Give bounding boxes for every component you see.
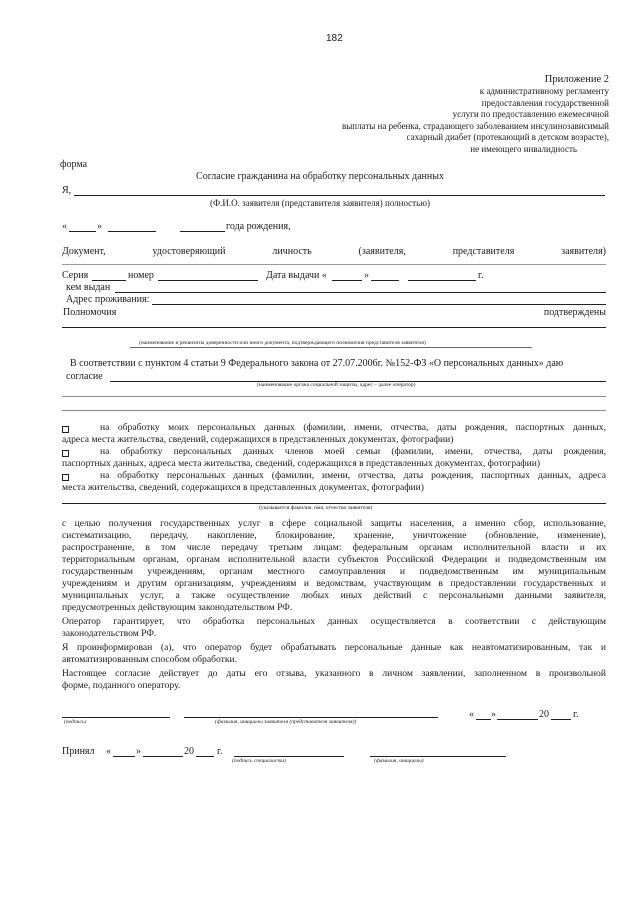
purpose-line: муниципальных услуг, а также осуществление любых иных действий с персональными данными заявителя,	[62, 590, 606, 601]
appendix-line: предоставления государственной	[481, 97, 609, 108]
sign-date-month-field[interactable]	[497, 719, 538, 720]
accepted-quote-close: »	[136, 746, 141, 757]
birth-quote-open: «	[62, 221, 67, 232]
doc-word: удостоверяющий	[152, 246, 226, 257]
sign-date-day-field[interactable]	[476, 719, 491, 720]
informed-line: Я проинформирован (а), что оператор будет обрабатывать персональные данные как неавтоматизированным, так и	[62, 642, 606, 653]
document-row	[62, 246, 606, 258]
accepted-quote-open: «	[106, 746, 111, 757]
option-1-checkbox[interactable]	[62, 426, 69, 433]
form-title: Согласие гражданина на обработку персональных данных	[196, 171, 444, 182]
doc-word: личность	[272, 246, 312, 257]
accepted-month-field[interactable]	[143, 756, 183, 757]
appendix-line: услуги по предоставлению ежемесячной	[452, 109, 609, 119]
signature-caption: (подпись)	[64, 719, 87, 725]
page-number: 182	[326, 33, 343, 44]
issue-month-field[interactable]	[371, 280, 399, 281]
issue-year-field[interactable]	[408, 280, 476, 281]
authority-caption: (наименование и реквизиты доверенности или иного документа, подтверждающего полномочия представителя заявителя)	[139, 340, 426, 346]
number-label: номер	[128, 270, 154, 281]
sign-date-year-prefix: 20	[539, 709, 549, 720]
option-3-line-1: на обработку персональных данных (фамилии, имени, отчества, даты рождения, паспортных данных, адреса	[100, 470, 606, 481]
specialist-name-caption: (фамилия, инициалы)	[374, 758, 424, 764]
birth-month-field[interactable]	[108, 231, 156, 232]
sign-date-quote-open: «	[469, 709, 474, 720]
appendix-line: выплаты на ребенка, страдающего заболеванием инсулинозависимый	[341, 120, 609, 131]
appendix-line: сахарный диабет (протекающий в детском возрасте),	[406, 132, 609, 142]
authority-field[interactable]	[62, 327, 606, 328]
purpose-line: государственным учреждениям, органам местного самоуправления и подведомственным им муниципальным	[62, 566, 606, 577]
purpose-line: с целью получения государственных услуг в сфере социальной защиты населения, а именно сбор, использование,	[62, 518, 606, 529]
accepted-label: Принял	[62, 746, 95, 757]
series-label: Серия	[62, 270, 89, 281]
appendix-line: к административному регламенту	[479, 86, 609, 96]
option-2-checkbox[interactable]	[62, 450, 69, 457]
authority-label: Полномочия	[63, 307, 117, 318]
purpose-line: распространение, в том числе передачу третьим лицам: федеральным органам исполнительной власти и их	[62, 542, 606, 553]
accepted-year-prefix: 20	[184, 746, 194, 757]
purpose-line: территориальным органам, органам исполнительной власти субъектов Российской Федерации и подведомственным им	[62, 554, 606, 565]
birth-quote-close: »	[97, 221, 102, 232]
signature-field[interactable]	[62, 717, 170, 718]
accepted-day-field[interactable]	[113, 756, 135, 757]
option-3-line-2: места жительства, сведений, содержащихся в представленных документах, фотографии)	[62, 482, 424, 493]
sign-date-year-suffix: г.	[573, 709, 579, 720]
issue-date-label: Дата выдачи «	[266, 270, 327, 281]
option-1-line-1: на обработку моих персональных данных (фамилии, имени, отчества, даты рождения, паспортных данных,	[100, 422, 606, 433]
person-caption: (указывается фамилия, имя, отчество заявителя)	[259, 505, 373, 511]
ya-label: Я,	[62, 185, 72, 196]
operator-caption: (наименование органа социальной защиты, адрес – далее оператор)	[257, 382, 416, 388]
purpose-line: систематизацию, передачу, накопление, блокирование, хранение, уничтожение (обновление, изменение),	[62, 530, 606, 541]
purpose-line: учреждениям и другим организациям, учреждениям и ведомствам, участвующим в предоставлении государственных и	[62, 578, 606, 589]
operator-line-3[interactable]	[62, 410, 606, 411]
address-field[interactable]	[152, 304, 606, 305]
fio-field[interactable]	[74, 195, 605, 196]
doc-word: Документ,	[62, 246, 106, 257]
option-2-line-2: паспортных данных, адреса места жительства, сведений, содержащихся в представленных документах, фотографии)	[62, 458, 541, 469]
authority-caption-rule	[130, 347, 532, 348]
birth-label: года рождения,	[226, 221, 291, 232]
birth-year-field[interactable]	[180, 231, 225, 232]
issued-by-label: кем выдан	[66, 282, 111, 293]
doc-word: представителя	[452, 246, 515, 257]
specialist-signature-caption: (подпись специалиста)	[232, 758, 286, 764]
number-field[interactable]	[158, 280, 258, 281]
appendix-line: не имеющего инвалидность	[470, 143, 577, 154]
issued-by-field[interactable]	[115, 292, 606, 293]
issue-year-suffix: г.	[478, 270, 484, 281]
accepted-year-suffix: г.	[217, 746, 223, 757]
guarantee-line: Оператор гарантирует, что обработка персональных данных осуществляется в соответствии с действующим	[62, 616, 606, 627]
specialist-signature-field[interactable]	[234, 756, 344, 757]
authority-confirmed: подтверждены	[543, 307, 606, 318]
birth-day-field[interactable]	[69, 231, 96, 232]
validity-line: форме, поданного оператору.	[62, 680, 181, 691]
series-field[interactable]	[92, 280, 126, 281]
purpose-line: предусмотренных действующим законодательством РФ.	[62, 602, 293, 613]
validity-line: Настоящее согласие действует до даты его отзыва, указанного в личном заявлении, заполненном в произвольной	[62, 668, 606, 679]
document-divider	[62, 264, 606, 265]
applicant-name-caption: (фамилия, инициалы заявителя (представителя заявителя))	[215, 719, 357, 725]
address-label: Адрес проживания:	[66, 294, 150, 305]
doc-word: (заявителя,	[358, 246, 406, 257]
accepted-year-field[interactable]	[196, 756, 214, 757]
person-field[interactable]	[62, 503, 606, 504]
option-1-line-2: адреса места жительства, сведений, содержащихся в представленных документах, фотографии)	[62, 434, 454, 445]
doc-word: заявителя)	[561, 246, 606, 257]
law-text: В соответствии с пунктом 4 статьи 9 Федерального закона от 27.07.2006г. №152-ФЗ «О персональных данных» даю	[70, 358, 564, 369]
appendix-header	[342, 73, 609, 155]
operator-line-2[interactable]	[62, 396, 606, 397]
consent-word: согласие	[66, 371, 103, 382]
specialist-name-field[interactable]	[370, 756, 506, 757]
option-3-checkbox[interactable]	[62, 474, 69, 481]
appendix-title: Приложение 2	[544, 74, 609, 85]
form-label: форма	[60, 159, 88, 170]
fio-caption: (Ф.И.О. заявителя (представителя заявителя) полностью)	[210, 198, 430, 208]
applicant-name-field[interactable]	[184, 717, 438, 718]
sign-date-quote-close: »	[491, 709, 496, 720]
informed-line: автоматизированным способом обработки.	[62, 654, 238, 665]
guarantee-line: законодательством РФ.	[62, 628, 157, 639]
issue-quote-close: »	[364, 270, 369, 281]
sign-date-year-field[interactable]	[551, 719, 571, 720]
issue-day-field[interactable]	[332, 280, 362, 281]
option-2-line-1: на обработку персональных данных членов моей семьи (фамилии, имени, отчества, даты рождения,	[100, 446, 606, 457]
